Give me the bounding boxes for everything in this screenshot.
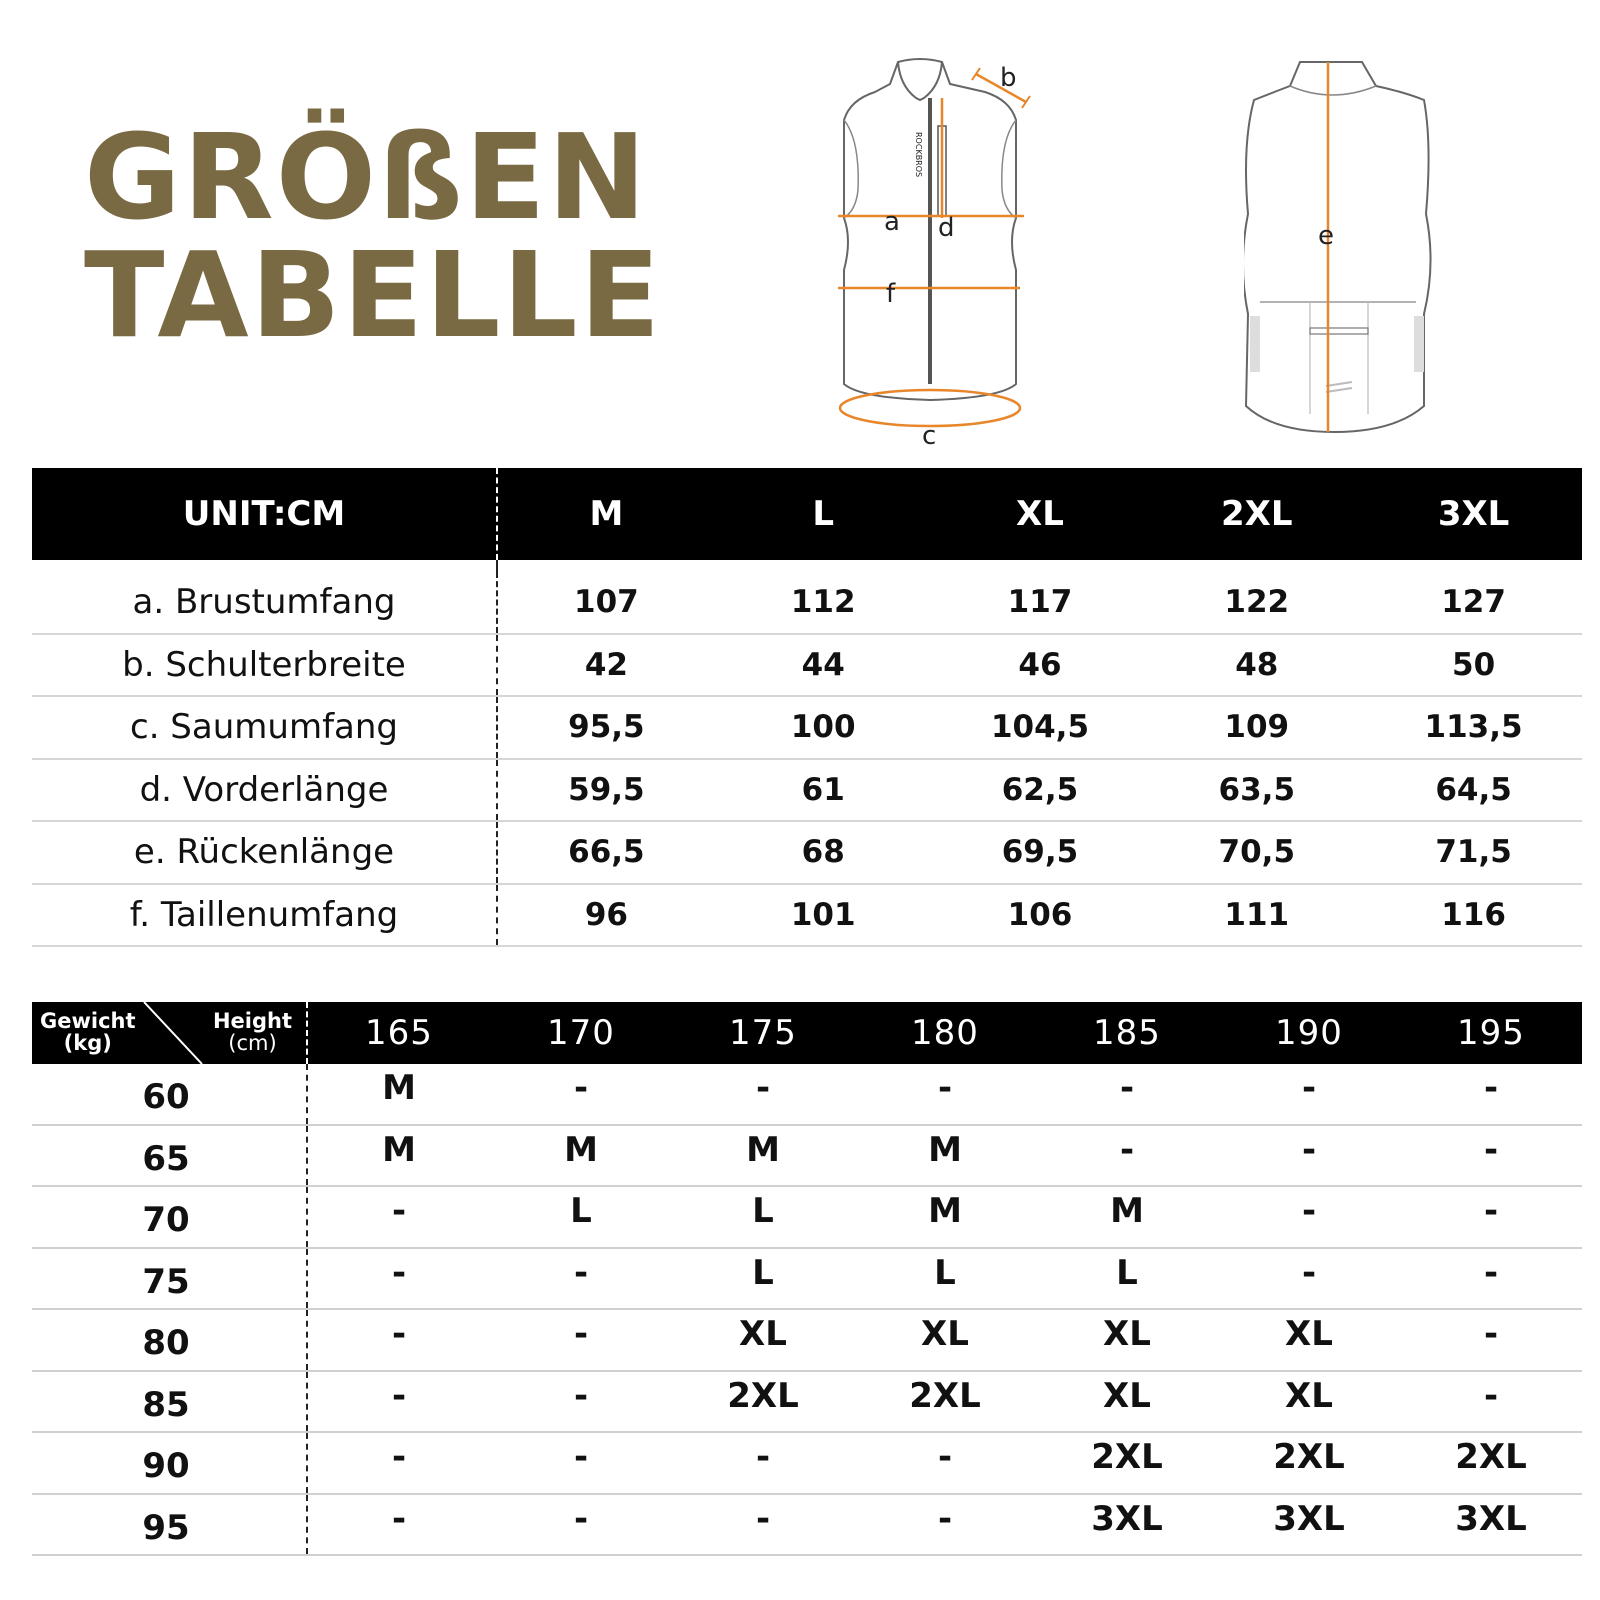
weight-value: 65	[32, 1126, 308, 1186]
measurement-value: 117	[1007, 584, 1073, 621]
recommended-size: -	[1483, 1314, 1499, 1354]
recommended-size: XL	[739, 1314, 787, 1354]
measurement-value: 63,5	[1218, 771, 1296, 808]
recommended-size: -	[391, 1191, 407, 1231]
size-table-body	[32, 572, 1582, 947]
label-d: d	[938, 213, 955, 243]
recommended-size: -	[755, 1498, 771, 1539]
recommended-size: XL	[1285, 1375, 1333, 1416]
height-label: Height	[212, 1009, 292, 1033]
weight-value: 90	[32, 1433, 308, 1493]
recommended-size: -	[1301, 1191, 1317, 1231]
recommended-size: -	[1301, 1252, 1317, 1293]
fit-table-corner	[32, 1002, 308, 1064]
label-c: c	[922, 421, 937, 451]
measurement-value: 64,5	[1435, 771, 1512, 808]
recommended-size: -	[391, 1498, 407, 1539]
height-header: 180	[911, 1013, 979, 1053]
weight-value: 85	[32, 1372, 308, 1432]
recommended-size: M	[382, 1068, 416, 1108]
measurement-value: 68	[801, 834, 845, 871]
recommended-size: -	[1301, 1068, 1317, 1108]
label-b: b	[1000, 63, 1017, 93]
recommended-size: 2XL	[1273, 1437, 1345, 1477]
size-header: L	[812, 494, 835, 534]
recommended-size: 3XL	[1091, 1498, 1163, 1539]
page-title	[84, 108, 663, 364]
fit-table-row	[32, 1187, 1582, 1249]
recommended-size: -	[937, 1437, 953, 1477]
size-header: M	[589, 494, 624, 534]
measurement-label: f. Taillenumfang	[32, 885, 498, 946]
recommended-size: M	[564, 1129, 598, 1170]
recommended-size: 3XL	[1455, 1498, 1527, 1539]
recommended-size: -	[755, 1437, 771, 1477]
recommended-size: -	[573, 1437, 589, 1477]
height-header: 185	[1093, 1013, 1161, 1053]
measurement-label: e. Rückenlänge	[32, 822, 498, 883]
recommended-size: M	[928, 1191, 962, 1231]
measurement-value: 66,5	[568, 834, 645, 871]
recommended-size: -	[1301, 1129, 1317, 1170]
height-header: 195	[1457, 1013, 1525, 1053]
measurement-value: 100	[790, 709, 856, 746]
height-axis-label	[213, 1010, 292, 1054]
measurement-value: 112	[790, 584, 856, 621]
size-header: 2XL	[1221, 494, 1293, 534]
recommended-size: -	[937, 1068, 953, 1108]
height-unit: (cm)	[228, 1031, 277, 1055]
recommended-size: -	[391, 1375, 407, 1416]
measurement-label: b. Schulterbreite	[32, 635, 498, 696]
fit-table-row	[32, 1372, 1582, 1434]
measurement-value: 46	[1018, 646, 1062, 683]
measurement-value: 95,5	[568, 709, 645, 746]
measurement-value: 113,5	[1424, 709, 1523, 746]
measurement-value: 61	[801, 771, 845, 808]
fit-table-row	[32, 1310, 1582, 1372]
title-line-2: TABELLE	[84, 226, 663, 364]
recommended-size: 2XL	[909, 1375, 981, 1416]
recommended-size: L	[934, 1252, 956, 1293]
label-a: a	[884, 207, 900, 237]
weight-label: Gewicht	[40, 1009, 136, 1033]
vest-back-diagram	[1244, 54, 1464, 454]
recommended-size: XL	[1103, 1375, 1151, 1416]
recommended-size: -	[755, 1068, 771, 1108]
brand-text: ROCKBROS	[914, 132, 923, 178]
fit-table-row	[32, 1064, 1582, 1126]
recommended-size: -	[573, 1498, 589, 1539]
measurement-value: 109	[1224, 709, 1290, 746]
height-header: 165	[365, 1013, 433, 1053]
recommended-size: XL	[921, 1314, 969, 1354]
recommended-size: -	[937, 1498, 953, 1539]
height-header: 190	[1275, 1013, 1343, 1053]
size-table-row	[32, 760, 1582, 823]
recommended-size: -	[1483, 1129, 1499, 1170]
height-header: 170	[547, 1013, 615, 1053]
unit-label: UNIT:CM	[32, 468, 498, 560]
fit-table-row	[32, 1495, 1582, 1557]
fit-table-row	[32, 1249, 1582, 1311]
measurement-value: 127	[1441, 584, 1506, 621]
recommended-size: -	[1483, 1191, 1499, 1231]
measurement-value: 122	[1224, 584, 1290, 621]
weight-value: 80	[32, 1310, 308, 1370]
recommended-size: L	[752, 1252, 774, 1293]
recommended-size: 2XL	[1455, 1437, 1527, 1477]
measurement-value: 42	[584, 646, 628, 683]
measurement-value: 48	[1235, 646, 1279, 683]
size-header: 3XL	[1437, 494, 1510, 534]
measurement-label: a. Brustumfang	[32, 572, 498, 633]
measurement-value: 44	[801, 646, 845, 683]
measurement-value: 111	[1224, 896, 1290, 933]
measurement-value: 71,5	[1435, 834, 1512, 871]
recommended-size: L	[570, 1191, 592, 1231]
weight-value: 75	[32, 1249, 308, 1309]
label-f: f	[886, 279, 896, 309]
recommended-size: -	[391, 1314, 407, 1354]
recommended-size: M	[928, 1129, 962, 1170]
size-table-header	[32, 468, 1582, 560]
size-table-row	[32, 572, 1582, 635]
fit-table-body	[32, 1064, 1582, 1556]
fit-table-row	[32, 1433, 1582, 1495]
recommended-size: M	[382, 1129, 416, 1170]
height-header: 175	[729, 1013, 797, 1053]
label-e: e	[1318, 221, 1334, 251]
recommended-size: -	[391, 1437, 407, 1477]
measurement-label: c. Saumumfang	[32, 697, 498, 758]
recommended-size: -	[391, 1252, 407, 1293]
size-table-row	[32, 885, 1582, 948]
size-header: XL	[1016, 494, 1064, 534]
recommended-size: XL	[1103, 1314, 1151, 1354]
fit-table-header	[32, 1002, 1582, 1064]
measurement-value: 96	[584, 896, 628, 933]
recommended-size: 2XL	[727, 1375, 799, 1416]
measurement-value: 70,5	[1218, 834, 1296, 871]
weight-axis-label	[40, 1010, 136, 1054]
measurement-label: d. Vorderlänge	[32, 760, 498, 821]
recommended-size: L	[1116, 1252, 1138, 1293]
size-measurement-table	[32, 468, 1582, 947]
recommended-size: -	[573, 1314, 589, 1354]
recommended-size: -	[1483, 1068, 1499, 1108]
title-line-1: GRÖßEN	[84, 108, 649, 246]
measurement-value: 107	[574, 584, 639, 621]
measurement-value: 116	[1441, 896, 1506, 933]
weight-value: 95	[32, 1495, 308, 1555]
vest-front-diagram	[820, 40, 1060, 460]
size-table-row	[32, 697, 1582, 760]
measurement-value: 101	[790, 896, 856, 933]
recommended-size: -	[1119, 1129, 1135, 1170]
measurement-value: 50	[1452, 646, 1496, 683]
size-table-row	[32, 822, 1582, 885]
measurement-value: 62,5	[1001, 771, 1079, 808]
weight-value: 60	[32, 1064, 308, 1124]
fit-table-row	[32, 1126, 1582, 1188]
measurement-value: 69,5	[1001, 834, 1079, 871]
weight-unit: (kg)	[63, 1031, 112, 1055]
recommended-size: XL	[1285, 1314, 1333, 1354]
recommended-size: -	[573, 1252, 589, 1293]
recommended-size: L	[752, 1191, 774, 1231]
recommended-size: 2XL	[1091, 1437, 1163, 1477]
recommended-size: -	[1119, 1068, 1135, 1108]
fit-recommendation-table	[32, 1002, 1582, 1556]
measurement-value: 106	[1007, 896, 1073, 933]
measurement-value: 59,5	[568, 771, 645, 808]
recommended-size: -	[1483, 1375, 1499, 1416]
recommended-size: 3XL	[1273, 1498, 1345, 1539]
weight-value: 70	[32, 1187, 308, 1247]
recommended-size: M	[746, 1129, 780, 1170]
recommended-size: -	[1483, 1252, 1499, 1293]
size-table-row	[32, 635, 1582, 698]
recommended-size: -	[573, 1375, 589, 1416]
recommended-size: -	[573, 1068, 589, 1108]
recommended-size: M	[1110, 1191, 1144, 1231]
measurement-value: 104,5	[990, 709, 1090, 746]
